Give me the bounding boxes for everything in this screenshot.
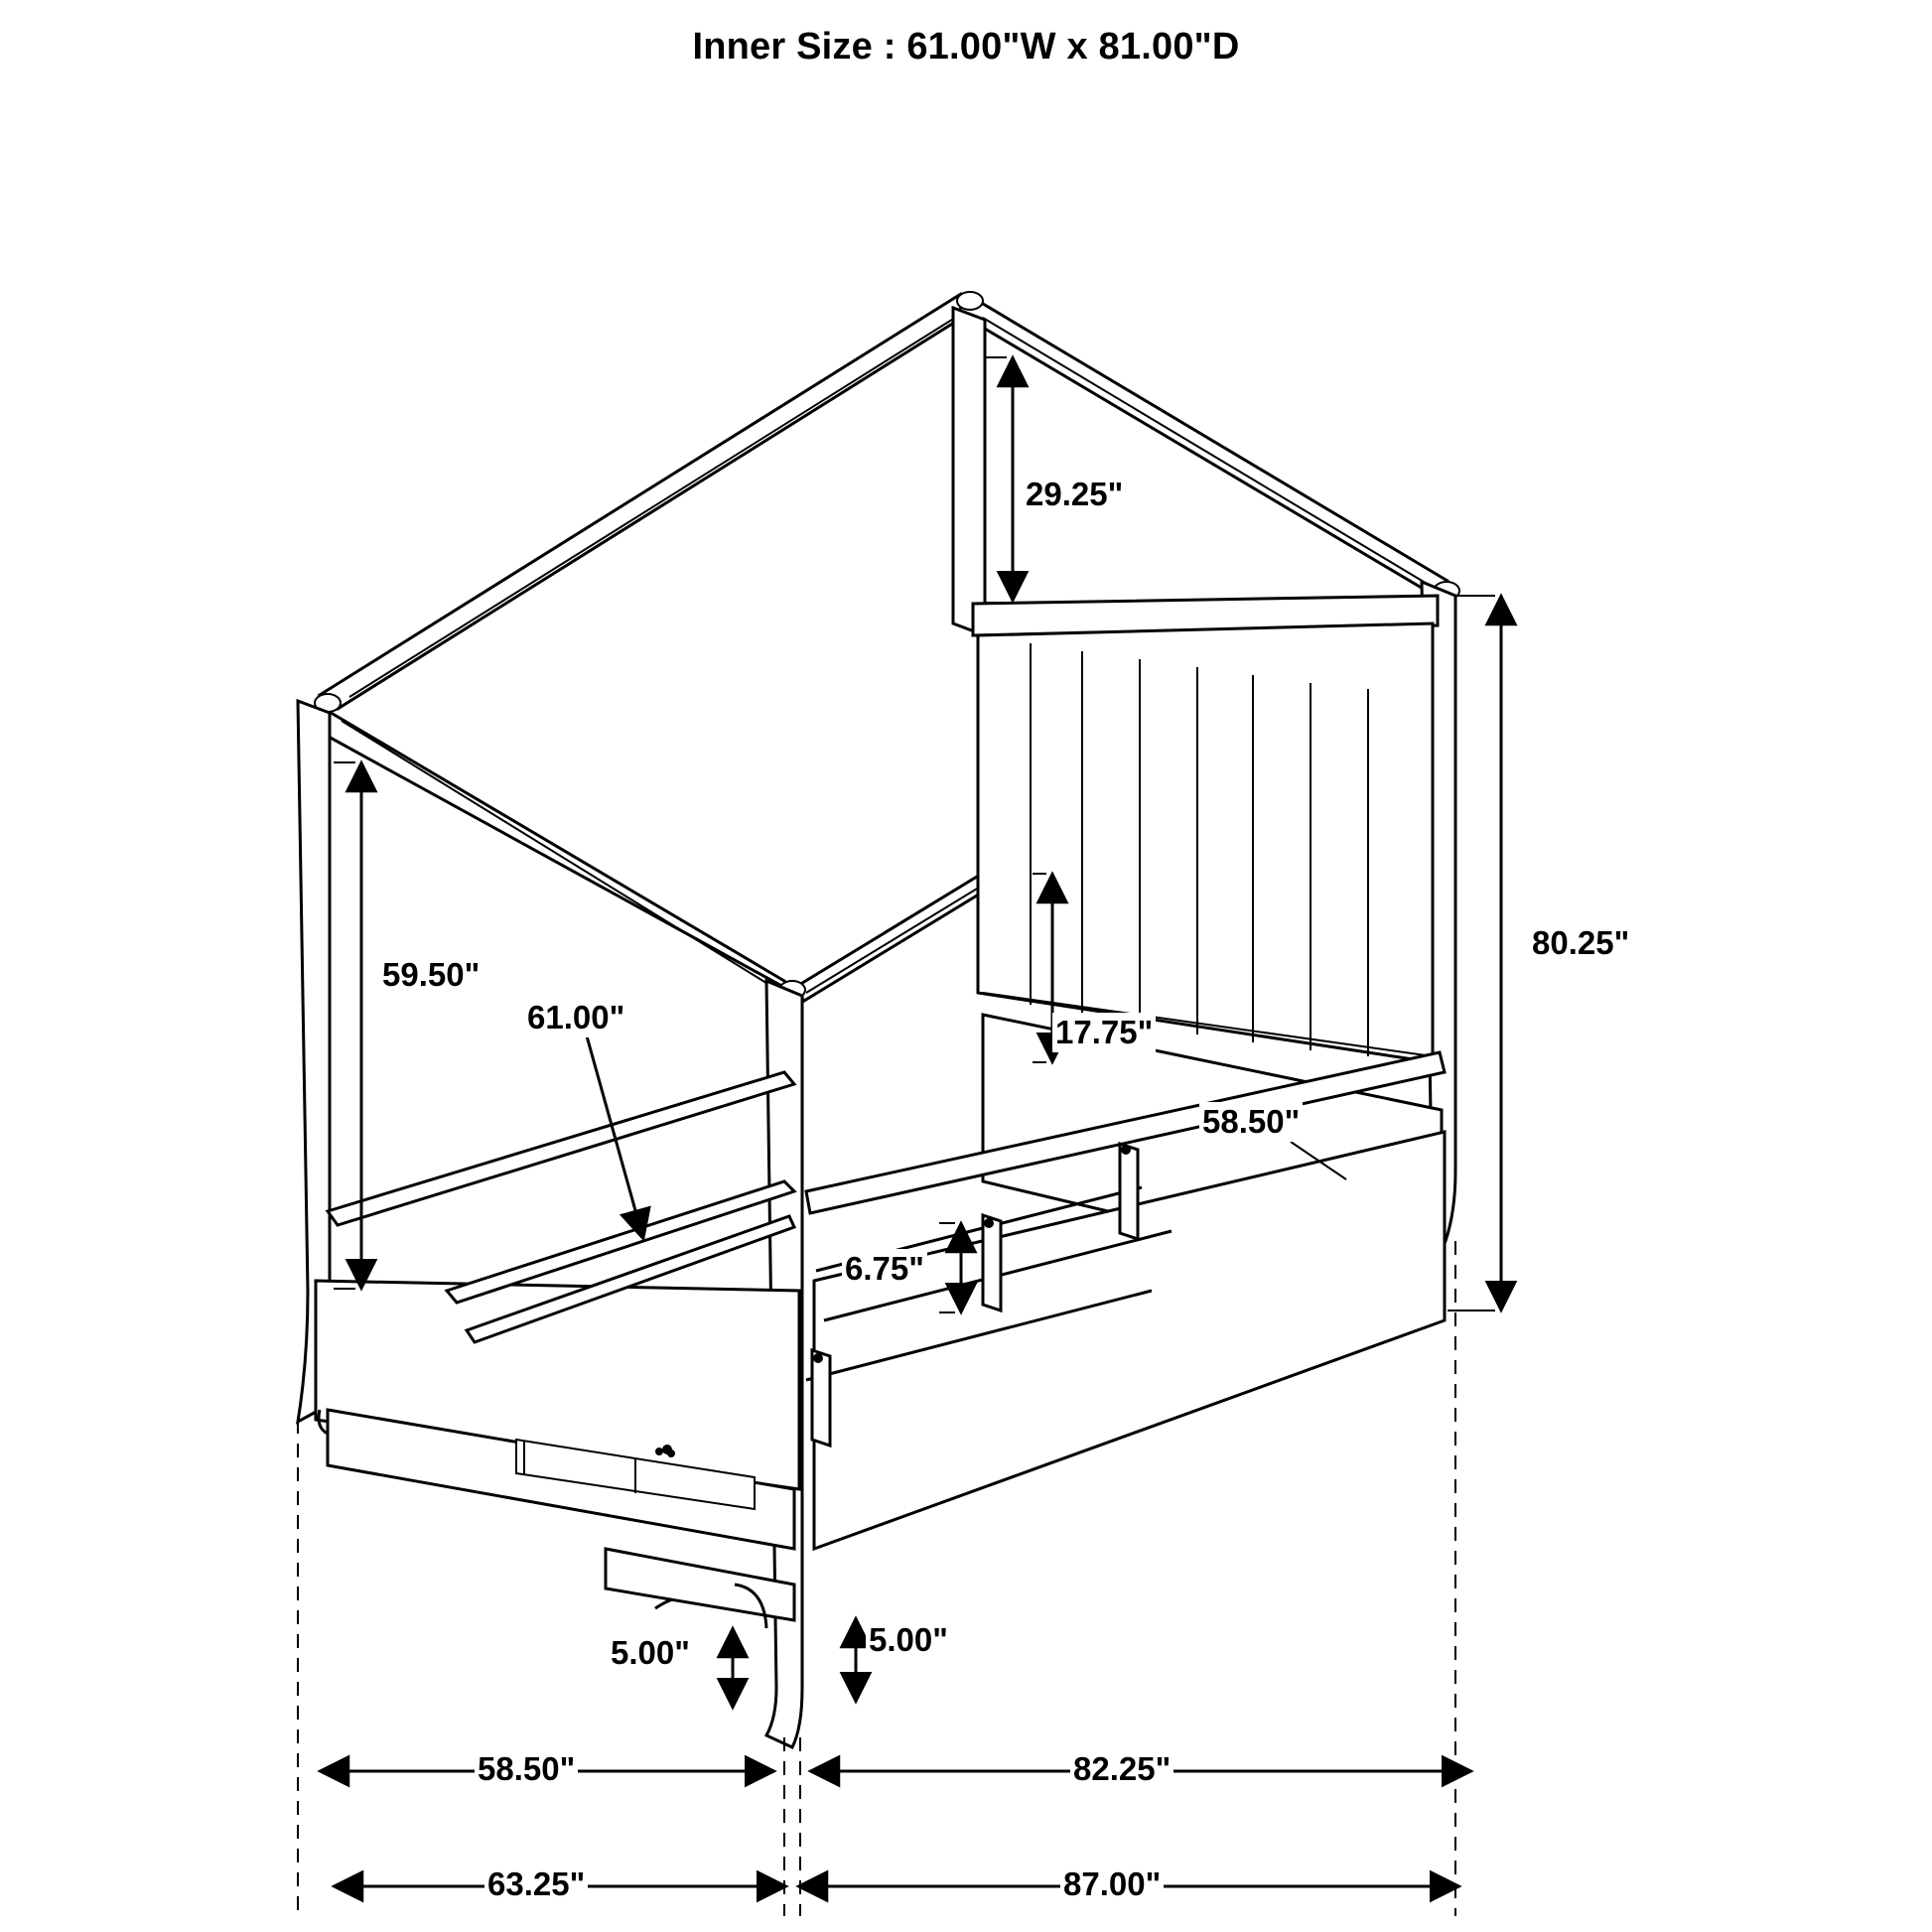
dim-label-left-post-height: 59.50" <box>379 955 483 995</box>
dim-label-footboard-clearance-right: 5.00" <box>866 1620 951 1660</box>
dim-label-footprint-width-inner: 58.50" <box>475 1749 578 1789</box>
dim-label-overall-height: 80.25" <box>1529 923 1632 963</box>
headboard <box>973 596 1438 1062</box>
dim-label-headboard-panel-height: 17.75" <box>1052 1013 1156 1052</box>
dim-label-footboard-clearance-left: 5.00" <box>608 1633 693 1673</box>
dim-label-footprint-depth-outer: 87.00" <box>1060 1864 1164 1904</box>
dim-label-footprint-width-outer: 63.25" <box>484 1864 588 1904</box>
dim-label-footprint-depth-inner: 82.25" <box>1070 1749 1173 1789</box>
page-title: Inner Size : 61.00"W x 81.00"D <box>692 26 1240 68</box>
dim-label-slat-support-height: 6.75" <box>842 1249 927 1289</box>
dim-label-headboard-width: 58.50" <box>1199 1102 1303 1142</box>
dim-label-inner-width-rail: 61.00" <box>524 998 627 1037</box>
dim-label-canopy-post-top-height: 29.25" <box>1023 475 1126 514</box>
